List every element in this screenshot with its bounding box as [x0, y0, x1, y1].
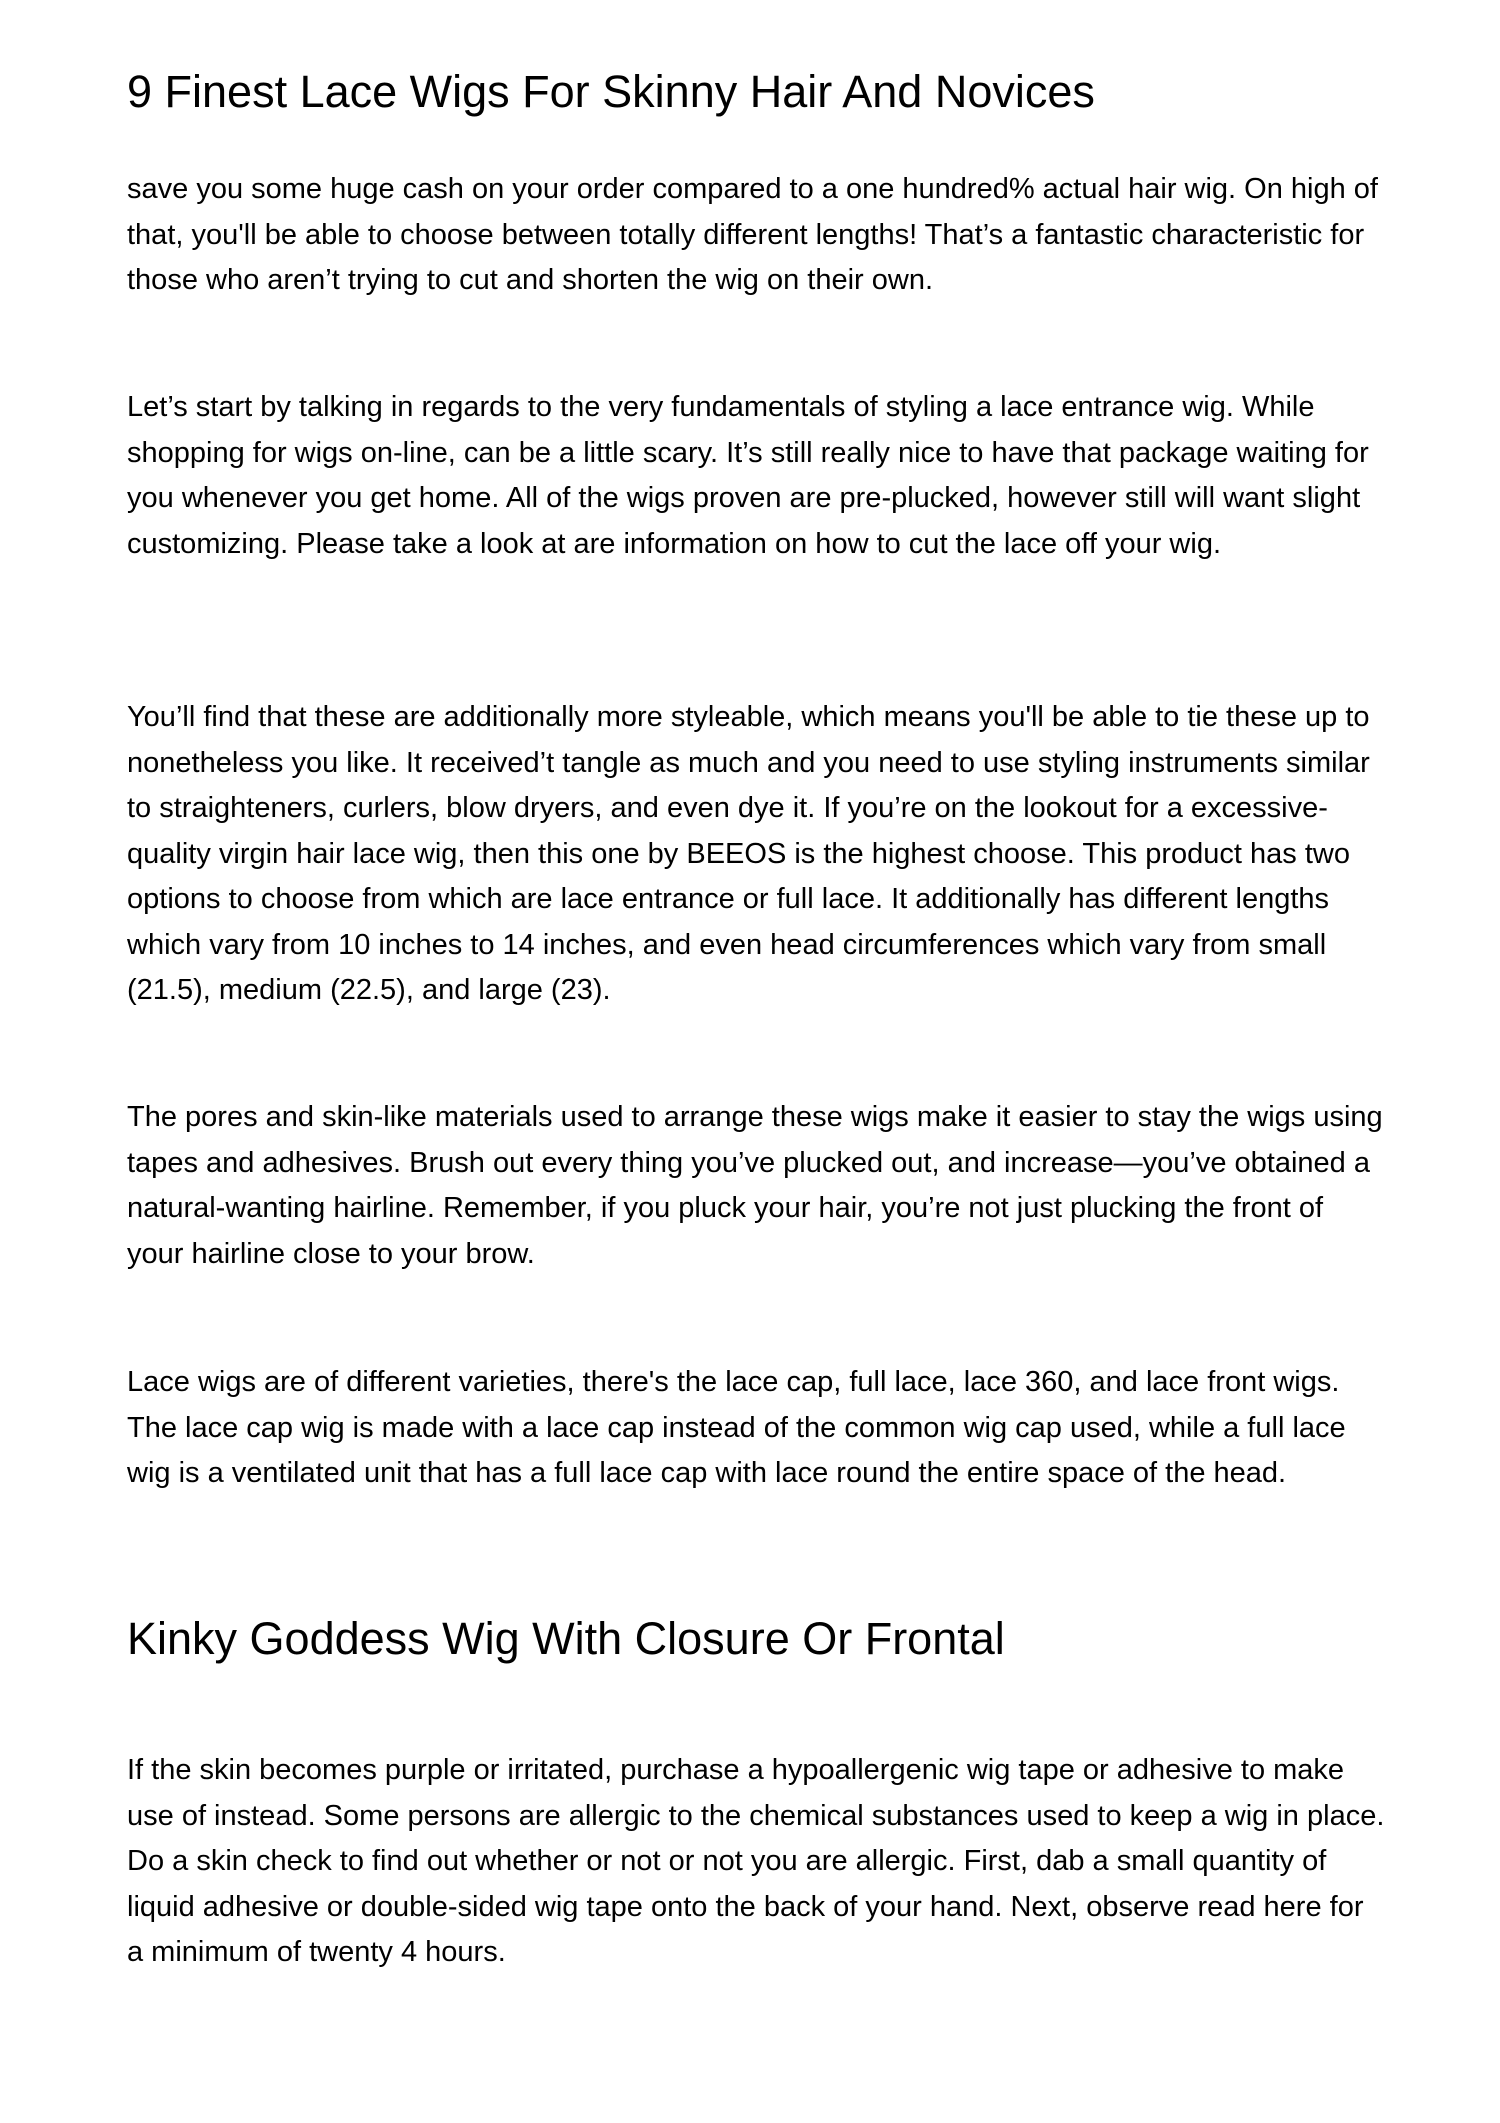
paragraph: You’ll find that these are additionally more styleable, which means you'll be able to tie these up to nonetheless you like. It received’t tangle as much and you need to use styling instruments similar to straighteners, curlers, blow dryers, and even dye it. If you’re on the lookout for a excessive-quality virgin hair lace wig, then this one by BEEOS is the highest choose. This product has two options to choose from which are lace entrance or full lace. It additionally has different lengths which vary from 10 inches to 14 inches, and even head circumferences which vary from small (21.5), medium (22.5), and large (23). [127, 701, 1370, 1006]
section-paragraph: If the skin becomes purple or irritated, purchase a hypoallergenic wig tape or adhesive to make use of instead. Some persons are allergic to the chemical substances used to keep a wig in place. Do a skin check to find out whether or not or not you are allergic. First, dab a small quantity of liquid adhesive or double-sided wig tape onto the back of your hand. Next, observe read here for a minimum of twenty 4 hours. [127, 1754, 1385, 1968]
paragraph: Let’s start by talking in regards to the very fundamentals of styling a lace entrance wig. While shopping for wigs on-line, can be a little scary. It’s still really nice to have that package waiting for you whenever you get home. All of the wigs proven are pre-plucked, however still will want slight customizing. Please take a look at are information on how to cut the lace off your wig. [127, 391, 1369, 560]
paragraph: save you some huge cash on your order compared to a one hundred% actual hair wig. On high of that, you'll be able to choose between totally different lengths! That’s a fantastic characteristic for those who aren’t trying to cut and shorten the wig on their own. [127, 173, 1378, 296]
paragraph: The pores and skin-like materials used to arrange these wigs make it easier to stay the wigs using tapes and adhesives. Brush out every thing you’ve plucked out, and increase—you’ve obtained a natural-wanting hairline. Remember, if you pluck your hair, you’re not just plucking the front of your hairline close to your brow. [127, 1101, 1383, 1270]
paragraph: Lace wigs are of different varieties, there's the lace cap, full lace, lace 360, and lace front wigs. The lace cap wig is made with a lace cap instead of the common wig cap used, while a full lace wig is a ventilated unit that has a full lace cap with lace round the entire space of the head. [127, 1366, 1346, 1489]
section-heading: Kinky Goddess Wig With Closure Or Frontal [127, 1613, 1005, 1664]
page-title: 9 Finest Lace Wigs For Skinny Hair And Novices [127, 66, 1095, 117]
